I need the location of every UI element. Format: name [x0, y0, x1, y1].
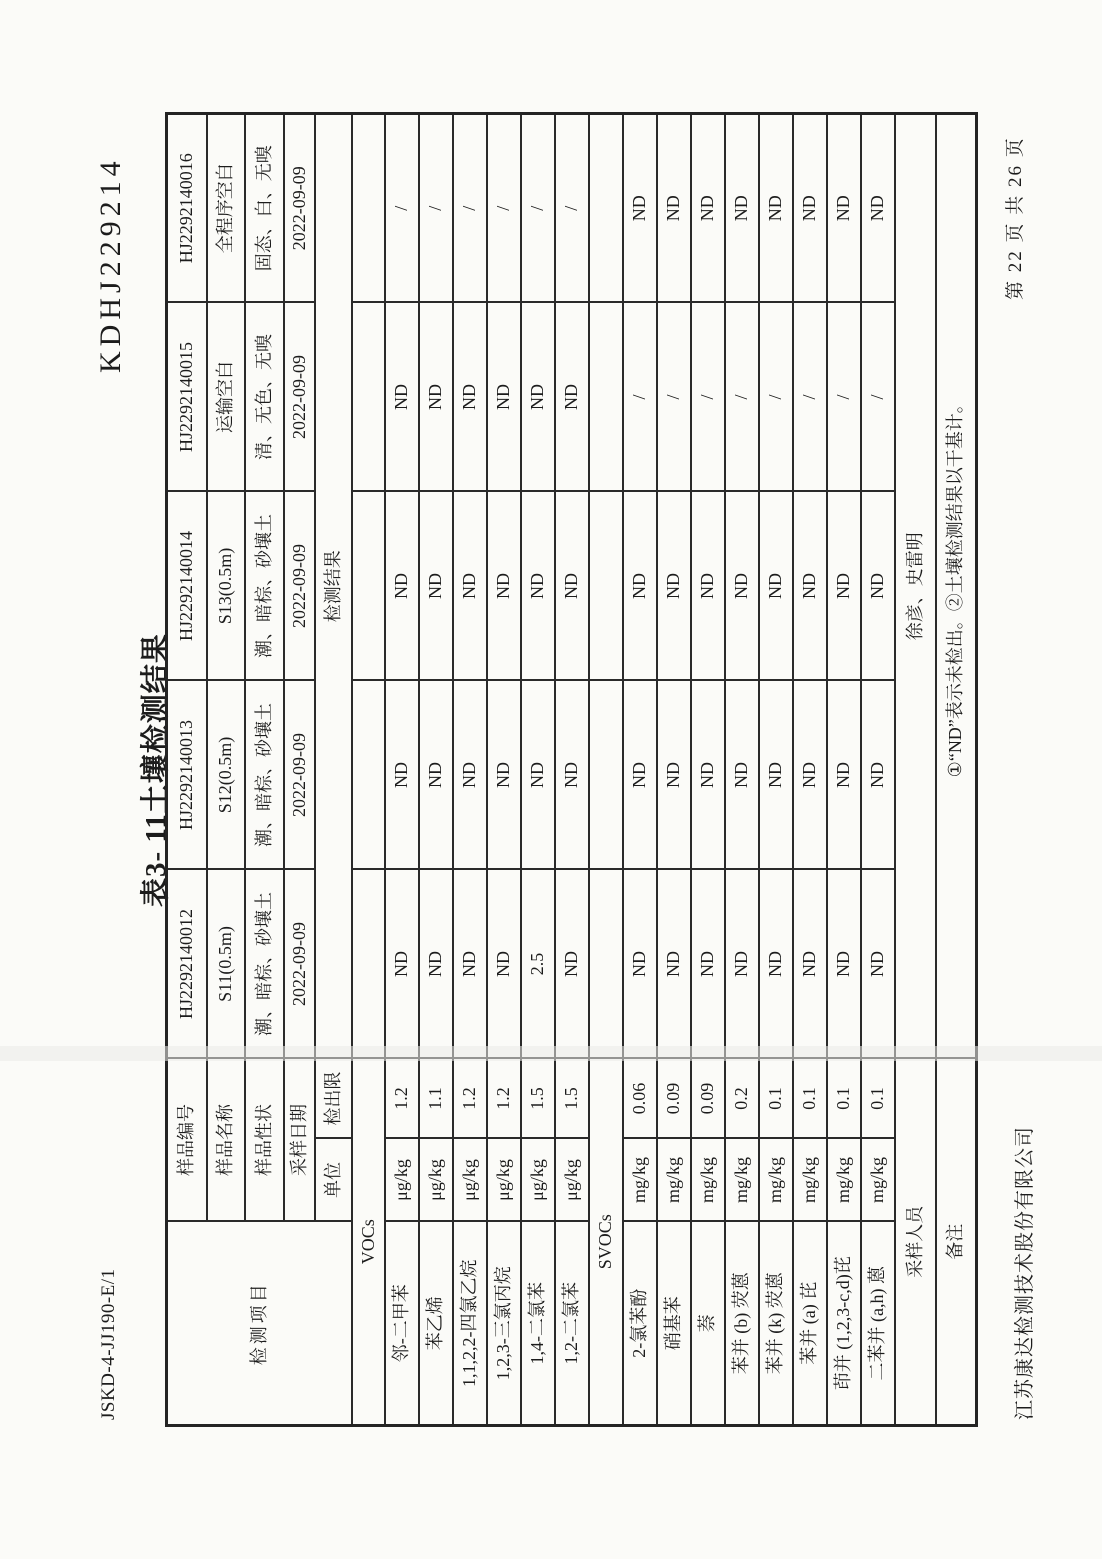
analyte-unit-cell: μg/kg	[453, 1139, 487, 1222]
row-label-sample-character: 样品性状	[245, 1059, 284, 1222]
analyte-value-cell: ND	[793, 870, 827, 1059]
analyte-value-cell: ND	[691, 114, 725, 303]
analyte-row	[623, 114, 657, 1426]
analyte-value-cell: /	[453, 114, 487, 303]
sample-name-cell: 运输空白	[207, 303, 245, 492]
analyte-value-cell: /	[487, 114, 521, 303]
section-empty-cell	[352, 114, 385, 303]
analyte-row	[487, 114, 521, 1426]
analyte-value-cell: ND	[759, 870, 793, 1059]
section-empty-cell	[352, 303, 385, 492]
analyte-value-cell: /	[861, 303, 895, 492]
sample-id-cell: HJ2292140015	[167, 303, 207, 492]
analyte-value-cell: ND	[385, 681, 419, 870]
sample-date-cell: 2022-09-09	[284, 303, 315, 492]
analyte-row	[793, 114, 827, 1426]
analyte-limit-cell: 0.1	[793, 1059, 827, 1139]
section-label-cell: SVOCs	[589, 1059, 623, 1426]
analyte-unit-cell: μg/kg	[385, 1139, 419, 1222]
section-empty-cell	[589, 681, 623, 870]
sample-character-cell: 潮、暗棕、砂壤土	[245, 681, 284, 870]
analyte-value-cell: ND	[827, 870, 861, 1059]
analyte-value-cell: ND	[793, 681, 827, 870]
test-result-label-cell: 检测结果	[315, 114, 352, 1059]
analyte-unit-cell: μg/kg	[419, 1139, 453, 1222]
analyte-value-cell: ND	[521, 681, 555, 870]
section-empty-cell	[352, 492, 385, 681]
analyte-name-cell: 苯并 (k) 荧蒽	[759, 1222, 793, 1426]
analyte-name-cell: 苯乙烯	[419, 1222, 453, 1426]
analyte-value-cell: /	[827, 303, 861, 492]
analyte-value-cell: ND	[861, 492, 895, 681]
analyte-value-cell: ND	[555, 681, 589, 870]
section-empty-cell	[589, 303, 623, 492]
sample-id-cell: HJ2292140012	[167, 870, 207, 1059]
analyte-unit-cell: mg/kg	[657, 1139, 691, 1222]
sample-id-cell: HJ2292140016	[167, 114, 207, 303]
analyte-name-cell: 萘	[691, 1222, 725, 1426]
analyte-name-cell: 二苯并 (a,h) 蒽	[861, 1222, 895, 1426]
analyte-value-cell: /	[691, 303, 725, 492]
row-label-sample-name: 样品名称	[207, 1059, 245, 1222]
analyte-name-cell: 1,1,2,2-四氯乙烷	[453, 1222, 487, 1426]
analyte-name-cell: 茚并 (1,2,3-c,d)芘	[827, 1222, 861, 1426]
sample-date-cell: 2022-09-09	[284, 870, 315, 1059]
footer-page-number: 第 22 页 共 26 页	[1005, 136, 1026, 300]
analyte-value-cell: ND	[759, 492, 793, 681]
analyte-row	[453, 114, 487, 1426]
analyte-value-cell: ND	[691, 681, 725, 870]
analyte-value-cell: ND	[793, 114, 827, 303]
form-code: JSKD-4-JJ190-E/1	[98, 1268, 119, 1420]
section-empty-cell	[352, 681, 385, 870]
sample-id-cell: HJ2292140013	[167, 681, 207, 870]
analyte-row	[861, 114, 895, 1426]
analyte-unit-cell: μg/kg	[521, 1139, 555, 1222]
analyte-value-cell: ND	[487, 681, 521, 870]
analyte-row	[759, 114, 793, 1426]
analyte-value-cell: ND	[623, 114, 657, 303]
analyte-value-cell: ND	[453, 492, 487, 681]
analyte-value-cell: ND	[827, 492, 861, 681]
analyte-value-cell: ND	[725, 681, 759, 870]
analyte-row	[385, 114, 419, 1426]
analyte-value-cell: ND	[623, 492, 657, 681]
analyte-row	[521, 114, 555, 1426]
remark-row	[936, 114, 977, 1426]
analyte-limit-cell: 0.06	[623, 1059, 657, 1139]
analyte-limit-cell: 1.2	[385, 1059, 419, 1139]
analyte-limit-cell: 1.5	[555, 1059, 589, 1139]
sample-character-cell: 清、无色、无嗅	[245, 303, 284, 492]
analyte-name-cell: 硝基苯	[657, 1222, 691, 1426]
results-table	[165, 112, 978, 1427]
analyte-row	[725, 114, 759, 1426]
row-label-sampling-date: 采样日期	[284, 1059, 315, 1222]
unit-label-cell: 单位	[315, 1139, 352, 1222]
analyte-value-cell: ND	[691, 492, 725, 681]
section-row	[589, 114, 623, 1426]
report-number: KDHJ229214	[94, 156, 127, 373]
sample-character-cell: 潮、暗棕、砂壤土	[245, 870, 284, 1059]
analyte-value-cell: ND	[657, 114, 691, 303]
analyte-unit-cell: mg/kg	[793, 1139, 827, 1222]
analyte-limit-cell: 0.2	[725, 1059, 759, 1139]
analyte-value-cell: /	[419, 114, 453, 303]
analyte-limit-cell: 0.1	[861, 1059, 895, 1139]
sample-date-cell: 2022-09-09	[284, 114, 315, 303]
analyte-value-cell: /	[759, 303, 793, 492]
analyte-value-cell: /	[725, 303, 759, 492]
sampling-staff-value-cell: 徐彦、史雷明	[895, 114, 936, 1059]
analyte-value-cell: ND	[623, 870, 657, 1059]
analyte-name-cell: 1,2,3-三氯丙烷	[487, 1222, 521, 1426]
analyte-value-cell: ND	[419, 492, 453, 681]
section-empty-cell	[589, 870, 623, 1059]
analyte-unit-cell: μg/kg	[555, 1139, 589, 1222]
analyte-unit-cell: mg/kg	[623, 1139, 657, 1222]
analyte-value-cell: ND	[759, 681, 793, 870]
analyte-value-cell: ND	[725, 870, 759, 1059]
analyte-name-cell: 1,2-二氯苯	[555, 1222, 589, 1426]
analyte-value-cell: ND	[385, 492, 419, 681]
footer-rows	[895, 114, 977, 1426]
analyte-value-cell: 2.5	[521, 870, 555, 1059]
analyte-value-cell: ND	[861, 870, 895, 1059]
analyte-value-cell: ND	[521, 492, 555, 681]
footer-company: 江苏康达检测技术股份有限公司	[1014, 1126, 1036, 1420]
sample-name-cell: S11(0.5m)	[207, 870, 245, 1059]
analyte-name-cell: 苯并 (a) 芘	[793, 1222, 827, 1426]
analyte-value-cell: ND	[487, 303, 521, 492]
analyte-unit-cell: μg/kg	[487, 1139, 521, 1222]
analyte-value-cell: ND	[827, 114, 861, 303]
analyte-value-cell: ND	[419, 870, 453, 1059]
analyte-row	[657, 114, 691, 1426]
analyte-value-cell: ND	[453, 870, 487, 1059]
analyte-row	[555, 114, 589, 1426]
analyte-value-cell: ND	[691, 870, 725, 1059]
analyte-unit-cell: mg/kg	[691, 1139, 725, 1222]
analyte-value-cell: ND	[861, 114, 895, 303]
analyte-row	[691, 114, 725, 1426]
sample-name-cell: S13(0.5m)	[207, 492, 245, 681]
sample-date-cell: 2022-09-09	[284, 492, 315, 681]
page-title: 表3- 11土壤检测结果	[140, 633, 172, 907]
analyte-value-cell: ND	[555, 303, 589, 492]
analyte-value-cell: ND	[657, 492, 691, 681]
analyte-name-cell: 2-氯苯酚	[623, 1222, 657, 1426]
analyte-value-cell: ND	[725, 492, 759, 681]
analyte-name-cell: 1,4-二氯苯	[521, 1222, 555, 1426]
section-label-cell: VOCs	[352, 1059, 385, 1426]
analyte-value-cell: /	[385, 114, 419, 303]
sample-no-row	[167, 114, 207, 1426]
sample-date-cell: 2022-09-09	[284, 681, 315, 870]
sampling-staff-row	[895, 114, 936, 1426]
analyte-limit-cell: 1.2	[453, 1059, 487, 1139]
section-empty-cell	[352, 870, 385, 1059]
analyte-value-cell: ND	[385, 870, 419, 1059]
analyte-limit-cell: 1.5	[521, 1059, 555, 1139]
remark-label-cell: 备注	[936, 1059, 977, 1426]
analyte-value-cell: ND	[725, 114, 759, 303]
analyte-value-cell: /	[521, 114, 555, 303]
analyte-limit-cell: 0.09	[691, 1059, 725, 1139]
analyte-value-cell: ND	[555, 870, 589, 1059]
analyte-value-cell: /	[657, 303, 691, 492]
sample-name-cell: S12(0.5m)	[207, 681, 245, 870]
analyte-value-cell: ND	[657, 681, 691, 870]
analyte-value-cell: ND	[419, 303, 453, 492]
analyte-row	[827, 114, 861, 1426]
test-item-label-cell: 检测项目	[167, 1222, 352, 1426]
analyte-rows	[352, 114, 895, 1426]
analyte-value-cell: ND	[759, 114, 793, 303]
analyte-limit-cell: 0.09	[657, 1059, 691, 1139]
row-label-sample-no: 样品编号	[167, 1059, 207, 1222]
analyte-value-cell: ND	[793, 492, 827, 681]
analyte-value-cell: ND	[861, 681, 895, 870]
analyte-unit-cell: mg/kg	[827, 1139, 861, 1222]
analyte-value-cell: ND	[487, 870, 521, 1059]
sample-name-cell: 全程序空白	[207, 114, 245, 303]
detection-limit-label-cell: 检出限	[315, 1059, 352, 1139]
analyte-value-cell: ND	[385, 303, 419, 492]
analyte-name-cell: 苯并 (b) 荧蒽	[725, 1222, 759, 1426]
analyte-name-cell: 邻-二甲苯	[385, 1222, 419, 1426]
remark-value-cell: ①“ND”表示未检出。②土壤检测结果以干基计。	[936, 114, 977, 1059]
analyte-value-cell: /	[555, 114, 589, 303]
analyte-unit-cell: mg/kg	[759, 1139, 793, 1222]
section-empty-cell	[589, 114, 623, 303]
analyte-value-cell: /	[623, 303, 657, 492]
section-empty-cell	[589, 492, 623, 681]
analyte-value-cell: ND	[453, 303, 487, 492]
analyte-limit-cell: 1.2	[487, 1059, 521, 1139]
sample-id-cell: HJ2292140014	[167, 492, 207, 681]
analyte-value-cell: ND	[419, 681, 453, 870]
analyte-value-cell: ND	[555, 492, 589, 681]
analyte-unit-cell: mg/kg	[725, 1139, 759, 1222]
analyte-limit-cell: 0.1	[827, 1059, 861, 1139]
analyte-value-cell: ND	[827, 681, 861, 870]
sample-character-cell: 固态、白、无嗅	[245, 114, 284, 303]
sample-character-cell: 潮、暗棕、砂壤土	[245, 492, 284, 681]
analyte-limit-cell: 0.1	[759, 1059, 793, 1139]
analyte-limit-cell: 1.1	[419, 1059, 453, 1139]
analyte-unit-cell: mg/kg	[861, 1139, 895, 1222]
header-rows	[167, 114, 352, 1426]
analyte-value-cell: ND	[521, 303, 555, 492]
analyte-value-cell: /	[793, 303, 827, 492]
analyte-value-cell: ND	[657, 870, 691, 1059]
analyte-row	[419, 114, 453, 1426]
section-row	[352, 114, 385, 1426]
analyte-value-cell: ND	[623, 681, 657, 870]
analyte-value-cell: ND	[487, 492, 521, 681]
analyte-value-cell: ND	[453, 681, 487, 870]
sampling-staff-label-cell: 采样人员	[895, 1059, 936, 1426]
